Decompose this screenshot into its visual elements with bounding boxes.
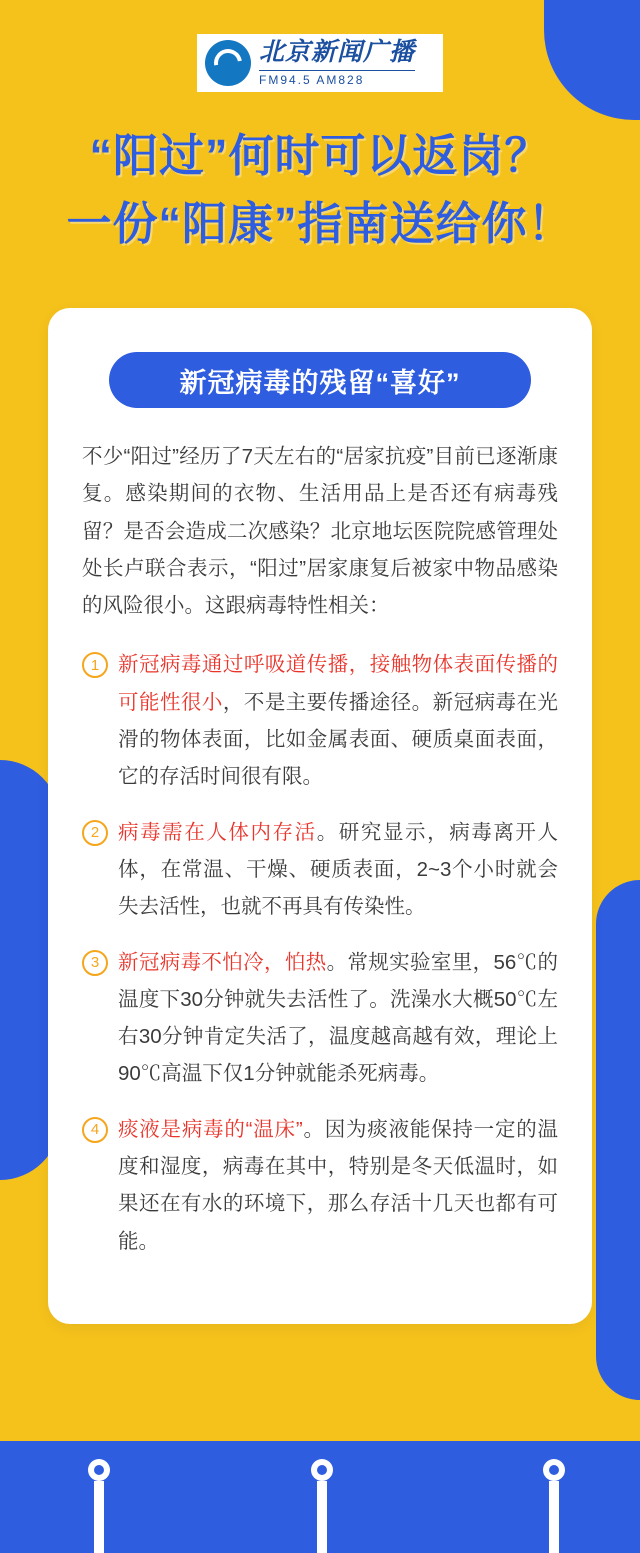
brand-name: 北京新闻广播	[259, 38, 416, 66]
list-item-number: 4	[82, 1117, 108, 1143]
list-item-text	[118, 646, 558, 795]
brand-frequencies: FM94.5 AM828	[259, 70, 415, 86]
list-item-highlight: 新冠病毒通过呼吸道传播，接触物体表面传播的可能性很小	[118, 653, 558, 714]
decor-shape-right	[596, 880, 640, 1400]
section-title-badge: 新冠病毒的残留“喜好”	[109, 352, 531, 408]
list-item-rest: ，不是主要传播途径。新冠病毒在光滑的物体表面，比如金属表面、硬质桌面表面，它的存活时间很有限。	[118, 690, 558, 789]
list-item	[82, 1111, 558, 1260]
page-title-line-2: 一份“阳康”指南送给你！	[66, 197, 574, 249]
decor-post-pin	[94, 1481, 104, 1553]
content-card	[48, 308, 592, 1324]
intro-paragraph: 不少“阳过”经历了7天左右的“居家抗疫”目前已逐渐康复。感染期间的衣物、生活用品上是否还有病毒残留？是否会造成二次感染？北京地坛医院院感管理处处长卢联合表示，“阳过”居家康复后被家中物品感染的风险很小。这跟病毒特性相关：	[82, 445, 558, 618]
decor-post-pin	[317, 1481, 327, 1553]
list-item-text	[118, 814, 558, 926]
brand-logo	[197, 34, 443, 92]
list-item-number: 2	[82, 820, 108, 846]
decor-shape-top-right	[544, 0, 640, 120]
page-title-line-1: “阳过”何时可以返岗？	[89, 130, 551, 181]
list-item-number: 3	[82, 950, 108, 976]
decor-post-pin	[549, 1481, 559, 1553]
list-item-highlight: 痰液是病毒的“温床”	[118, 1117, 303, 1141]
list-item	[82, 944, 558, 1093]
decor-posts	[0, 1441, 640, 1553]
list-item-rest: 。研究显示，病毒离开人体，在常温、干燥、硬质表面，2~3个小时就会失去活性，也就不再具有传染性。	[118, 820, 559, 919]
list-item	[82, 814, 558, 926]
radio-wave-icon	[205, 40, 251, 86]
list-item-rest: 。因为痰液能保持一定的温度和湿度，病毒在其中，特别是冬天低温时，如果还在有水的环境下，那么存活十几天也都有可能。	[118, 1117, 559, 1253]
list-item-rest: 。常规实验室里，56℃的温度下30分钟就失去活性了。洗澡水大概50℃左右30分钟肯定失活了，温度越高越有效，理论上90℃高温下仅1分钟就能杀死病毒。	[118, 950, 558, 1086]
list-item-text	[118, 1111, 558, 1260]
list-item-text	[118, 944, 558, 1093]
list-item-number: 1	[82, 652, 108, 678]
brand-logo-text	[259, 40, 415, 86]
page-title	[0, 122, 640, 257]
list-item	[82, 646, 558, 795]
list-item-highlight: 病毒需在人体内存活	[118, 820, 317, 844]
list-item-highlight: 新冠病毒不怕冷，怕热	[118, 950, 327, 974]
